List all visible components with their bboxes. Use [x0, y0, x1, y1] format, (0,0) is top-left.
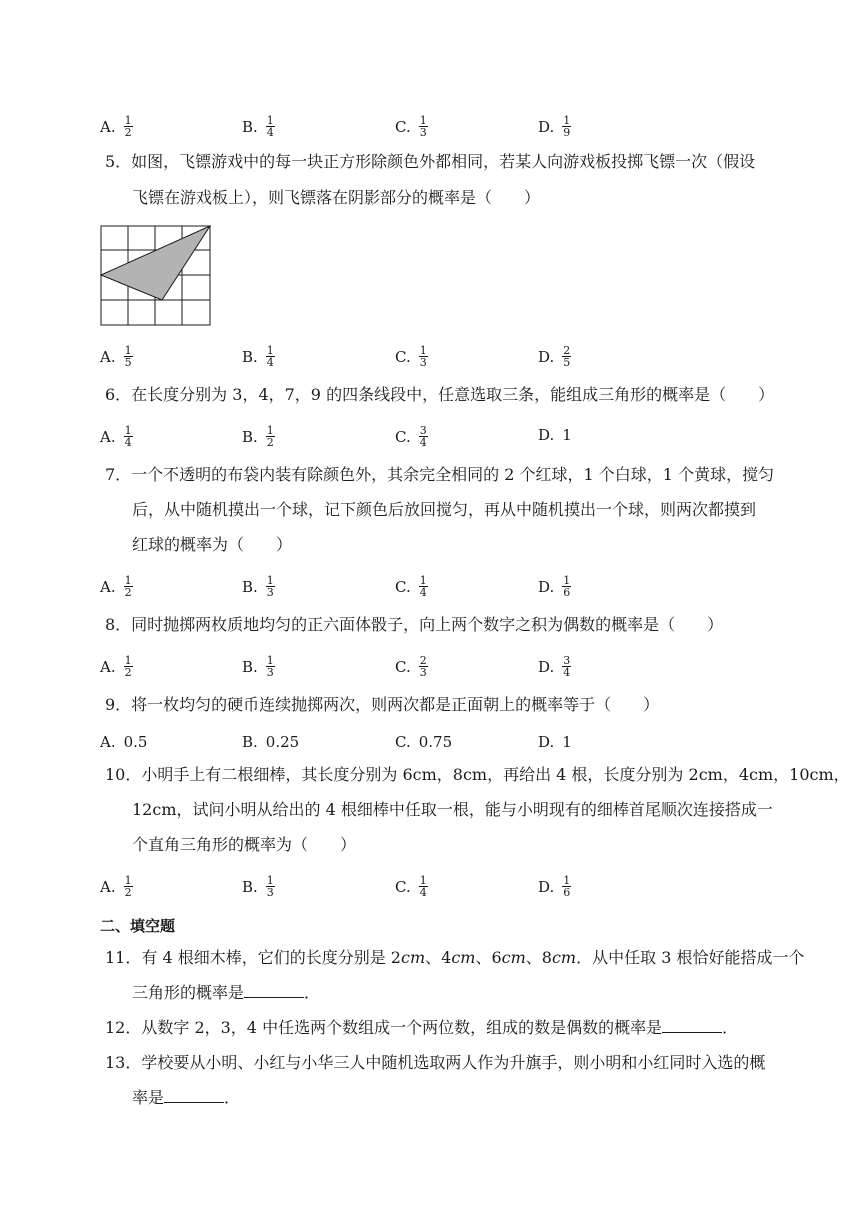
option-c — [395, 575, 428, 598]
fraction-denominator: 2 — [124, 586, 132, 599]
q10-line1: 10．小明手上有二根细棒，其长度分别为 6cm，8cm，再给出 4 根，长度分别为 2cm，4cm，10cm， — [105, 765, 850, 784]
option-b — [242, 875, 275, 898]
fraction-numerator: 1 — [419, 114, 427, 127]
option-fraction — [124, 575, 133, 598]
option-d — [538, 345, 571, 368]
option-fraction — [419, 345, 428, 368]
option-fraction — [124, 425, 133, 448]
q5-line2: 飞镖在游戏板上），则飞镖落在阴影部分的概率是（ ） — [132, 188, 541, 207]
fraction-denominator: 3 — [419, 126, 427, 139]
fraction-numerator: 1 — [563, 874, 571, 887]
option-label: B. — [242, 577, 258, 596]
option-c — [395, 732, 452, 752]
option-label: B. — [242, 733, 258, 751]
option-label: B. — [242, 117, 258, 136]
q6-line1: 6．在长度分别为 3，4，7，9 的四条线段中，任意选取三条，能组成三角形的概率是（ ） — [105, 385, 775, 404]
option-fraction — [562, 875, 571, 898]
fraction-denominator: 2 — [124, 886, 132, 899]
option-b — [242, 732, 299, 752]
q12-line1: 12．从数字 2，3，4 中任选两个数组成一个两位数，组成的数是偶数的概率是 ． — [105, 1018, 739, 1037]
option-d — [538, 732, 572, 752]
q13-line2: 率是 ． — [132, 1088, 241, 1107]
option-label: D. — [538, 347, 555, 366]
option-fraction — [266, 655, 275, 678]
option-label: D. — [538, 733, 555, 751]
q5-line1: 5．如图，飞镖游戏中的每一块正方形除颜色外都相同，若某人向游戏板投掷飞镖一次（假设 — [105, 152, 756, 171]
fraction-numerator: 1 — [419, 874, 427, 887]
q7-line1: 7．一个不透明的布袋内装有除颜色外，其余完全相同的 2 个红球，1 个白球，1 个黄球，搅匀 — [105, 465, 775, 484]
option-fraction — [124, 875, 133, 898]
option-d — [538, 575, 571, 598]
option-d — [538, 655, 571, 678]
fraction-denominator: 3 — [266, 666, 274, 679]
option-c — [395, 875, 428, 898]
fraction-numerator: 1 — [266, 114, 274, 127]
option-label: C. — [395, 657, 411, 676]
option-b — [242, 655, 275, 678]
q10-line3: 个直角三角形的概率为（ ） — [132, 835, 357, 854]
fraction-denominator: 4 — [419, 886, 427, 899]
option-fraction — [562, 345, 571, 368]
option-c — [395, 345, 428, 368]
option-label: A. — [100, 877, 116, 896]
fraction-numerator: 1 — [124, 654, 132, 667]
option-label: D. — [538, 577, 555, 596]
option-value: 0.25 — [265, 733, 300, 751]
option-value: 1 — [562, 426, 572, 444]
fraction-numerator: 1 — [419, 344, 427, 357]
fraction-numerator: 1 — [124, 344, 132, 357]
fraction-denominator: 4 — [266, 356, 274, 369]
fraction-numerator: 3 — [419, 424, 427, 437]
q7-line2: 后，从中随机摸出一个球，记下颜色后放回搅匀，再从中随机摸出一个球，则两次都摸到 — [132, 500, 757, 519]
option-a — [100, 875, 133, 898]
q8-line1: 8．同时抛掷两枚质地均匀的正六面体骰子，向上两个数字之积为偶数的概率是（ ） — [105, 615, 724, 634]
option-fraction — [562, 575, 571, 598]
option-a — [100, 655, 133, 678]
option-fraction — [419, 115, 428, 138]
option-label: D. — [538, 877, 555, 896]
option-label: A. — [100, 733, 116, 751]
option-fraction — [419, 655, 428, 678]
option-fraction — [124, 115, 133, 138]
fraction-numerator: 1 — [266, 574, 274, 587]
option-b — [242, 425, 275, 448]
q9-line1: 9．将一枚均匀的硬币连续抛掷两次，则两次都是正面朝上的概率等于（ ） — [105, 695, 660, 714]
option-fraction — [419, 575, 428, 598]
option-fraction — [266, 115, 275, 138]
option-a — [100, 115, 133, 138]
option-label: A. — [100, 117, 116, 136]
fraction-numerator: 1 — [563, 574, 571, 587]
option-fraction — [419, 425, 428, 448]
fraction-numerator: 3 — [563, 654, 571, 667]
option-value: 0.5 — [123, 733, 148, 751]
option-label: B. — [242, 427, 258, 446]
fraction-numerator: 1 — [266, 424, 274, 437]
option-a — [100, 732, 147, 752]
answer-blank[interactable] — [244, 983, 304, 998]
answer-blank[interactable] — [662, 1018, 722, 1033]
answer-blank[interactable] — [164, 1088, 224, 1103]
option-label: B. — [242, 877, 258, 896]
option-label: C. — [395, 347, 411, 366]
section-title: 二、填空题 — [100, 917, 176, 935]
option-fraction — [266, 875, 275, 898]
option-fraction — [562, 115, 571, 138]
fraction-denominator: 3 — [266, 886, 274, 899]
option-label: A. — [100, 657, 116, 676]
q7-line3: 红球的概率为（ ） — [132, 535, 293, 554]
option-value: 1 — [562, 733, 572, 751]
fraction-denominator: 3 — [419, 666, 427, 679]
option-c — [395, 425, 428, 448]
dartboard-figure — [100, 225, 212, 327]
option-b — [242, 345, 275, 368]
fraction-denominator: 6 — [563, 586, 571, 599]
fraction-denominator: 6 — [563, 886, 571, 899]
option-label: D. — [538, 657, 555, 676]
option-c — [395, 115, 428, 138]
option-b — [242, 115, 275, 138]
option-value: 0.75 — [418, 733, 453, 751]
option-label: C. — [395, 877, 411, 896]
fraction-denominator: 4 — [419, 586, 427, 599]
option-label: B. — [242, 657, 258, 676]
option-b — [242, 575, 275, 598]
option-d — [538, 425, 572, 445]
option-fraction — [419, 875, 428, 898]
option-label: C. — [395, 117, 411, 136]
option-label: C. — [395, 427, 411, 446]
fraction-denominator: 3 — [266, 586, 274, 599]
fraction-denominator: 9 — [563, 126, 571, 139]
fraction-denominator: 2 — [124, 666, 132, 679]
option-label: B. — [242, 347, 258, 366]
option-a — [100, 575, 133, 598]
fraction-numerator: 1 — [124, 574, 132, 587]
q13-line1: 13．学校要从小明、小红与小华三人中随机选取两人作为升旗手，则小明和小红同时入选的概 — [105, 1053, 766, 1072]
option-c — [395, 655, 428, 678]
q10-line2: 12cm，试问小明从给出的 4 根细棒中任取一根，能与小明现有的细棒首尾顺次连接搭成一 — [132, 800, 773, 819]
fraction-numerator: 1 — [124, 424, 132, 437]
fraction-denominator: 2 — [266, 436, 274, 449]
fraction-numerator: 1 — [266, 874, 274, 887]
fraction-denominator: 4 — [563, 666, 571, 679]
option-label: A. — [100, 347, 116, 366]
fraction-numerator: 2 — [419, 654, 427, 667]
fraction-numerator: 1 — [563, 114, 571, 127]
fraction-numerator: 1 — [124, 874, 132, 887]
fraction-denominator: 4 — [266, 126, 274, 139]
option-a — [100, 345, 133, 368]
fraction-denominator: 5 — [124, 356, 132, 369]
fraction-numerator: 1 — [266, 654, 274, 667]
option-label: C. — [395, 733, 411, 751]
option-label: D. — [538, 117, 555, 136]
fraction-numerator: 1 — [124, 114, 132, 127]
fraction-denominator: 4 — [124, 436, 132, 449]
option-fraction — [266, 425, 275, 448]
option-label: D. — [538, 426, 555, 444]
fraction-numerator: 1 — [419, 574, 427, 587]
option-d — [538, 875, 571, 898]
fraction-denominator: 3 — [419, 356, 427, 369]
fraction-denominator: 4 — [419, 436, 427, 449]
q11-line2: 三角形的概率是 ． — [132, 983, 321, 1002]
q11-line1: 11．有 4 根细木棒，它们的长度分别是 2cm、4cm、6cm、8cm．从中任取 3 根恰好能搭成一个 — [105, 948, 805, 967]
option-fraction — [266, 575, 275, 598]
option-d — [538, 115, 571, 138]
option-label: C. — [395, 577, 411, 596]
fraction-denominator: 2 — [124, 126, 132, 139]
fraction-denominator: 5 — [563, 356, 571, 369]
option-fraction — [124, 345, 133, 368]
option-a — [100, 425, 133, 448]
option-label: A. — [100, 577, 116, 596]
option-label: A. — [100, 427, 116, 446]
fraction-numerator: 1 — [266, 344, 274, 357]
option-fraction — [266, 345, 275, 368]
fraction-numerator: 2 — [563, 344, 571, 357]
option-fraction — [562, 655, 571, 678]
option-fraction — [124, 655, 133, 678]
